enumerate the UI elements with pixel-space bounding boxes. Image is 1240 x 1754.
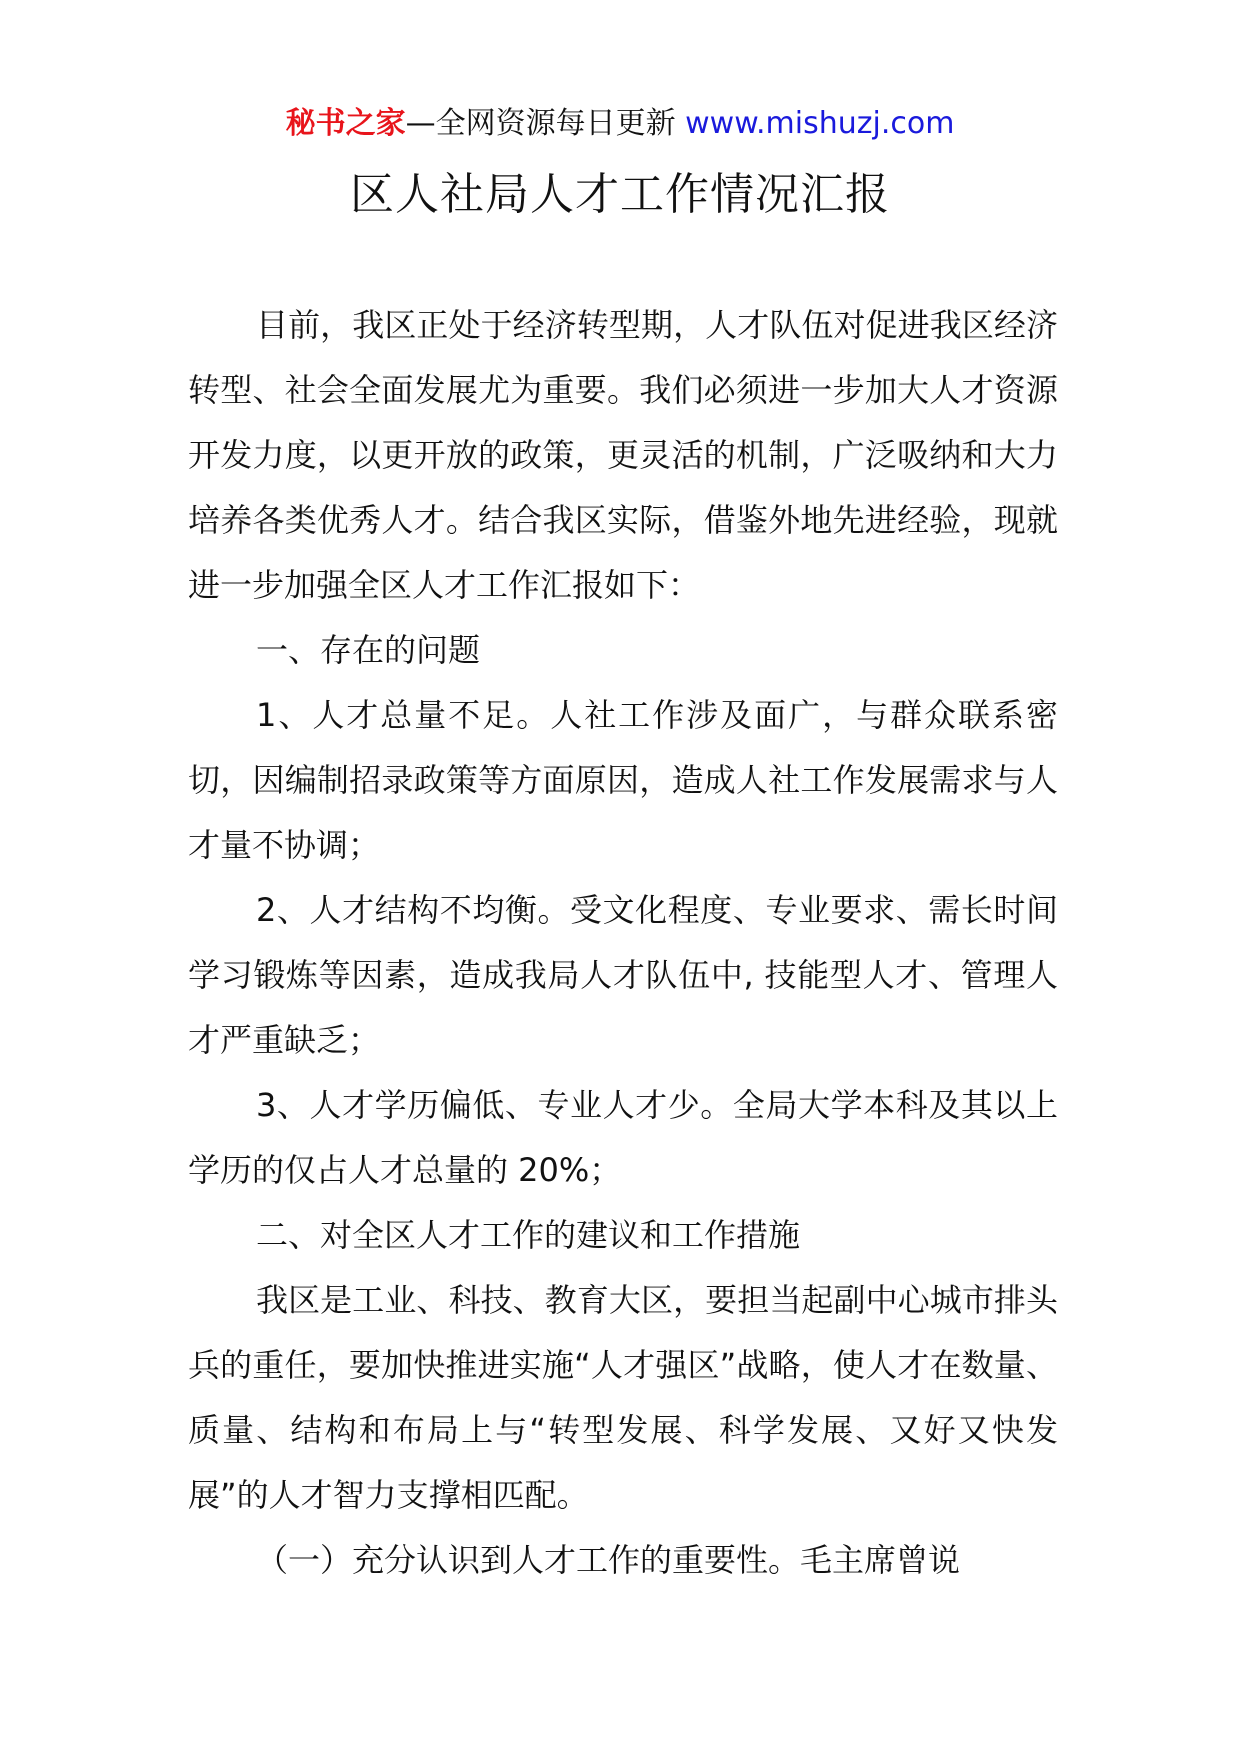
watermark-slogan: —全网资源每日更新 — [405, 106, 676, 141]
watermark-banner — [0, 100, 1240, 148]
paragraph-measure-1: （一）充分认识到人才工作的重要性。毛主席曾说 — [256, 1541, 961, 1579]
paragraph-suggestions-intro: 我区是工业、科技、教育大区，要担当起副中心城市排头兵的重任，要加快推进实施“人才强区”战略，使人才在数量、质量、结构和布局上与“转型发展、科学发展、又好又快发展”的人才智力支撑相匹配。 — [188, 1281, 1058, 1514]
document-body — [188, 293, 1058, 1593]
paragraph-problem-3: 3、人才学历偏低、专业人才少。全局大学本科及其以上学历的仅占人才总量的 20%； — [188, 1086, 1058, 1189]
paragraph-problem-1: 1、人才总量不足。人社工作涉及面广，与群众联系密切，因编制招录政策等方面原因，造成人社工作发展需求与人才量不协调； — [188, 696, 1058, 864]
document-title: 区人社局人才工作情况汇报 — [350, 169, 890, 220]
paragraph-problem-2: 2、人才结构不均衡。受文化程度、专业要求、需长时间学习锻炼等因素，造成我局人才队伍中, 技能型人才、管理人才严重缺乏； — [188, 891, 1058, 1059]
watermark-url[interactable]: www.mishuzj.com — [685, 106, 955, 141]
heading-suggestions: 二、对全区人才工作的建议和工作措施 — [256, 1216, 801, 1254]
watermark-brand: 秘书之家 — [285, 106, 406, 141]
paragraph-intro: 目前，我区正处于经济转型期，人才队伍对促进我区经济转型、社会全面发展尤为重要。我们必须进一步加大人才资源开发力度，以更开放的政策，更灵活的机制，广泛吸纳和大力培养各类优秀人才。结合我区实际，借鉴外地先进经验，现就进一步加强全区人才工作汇报如下： — [188, 306, 1058, 604]
heading-problems: 一、存在的问题 — [256, 631, 481, 669]
